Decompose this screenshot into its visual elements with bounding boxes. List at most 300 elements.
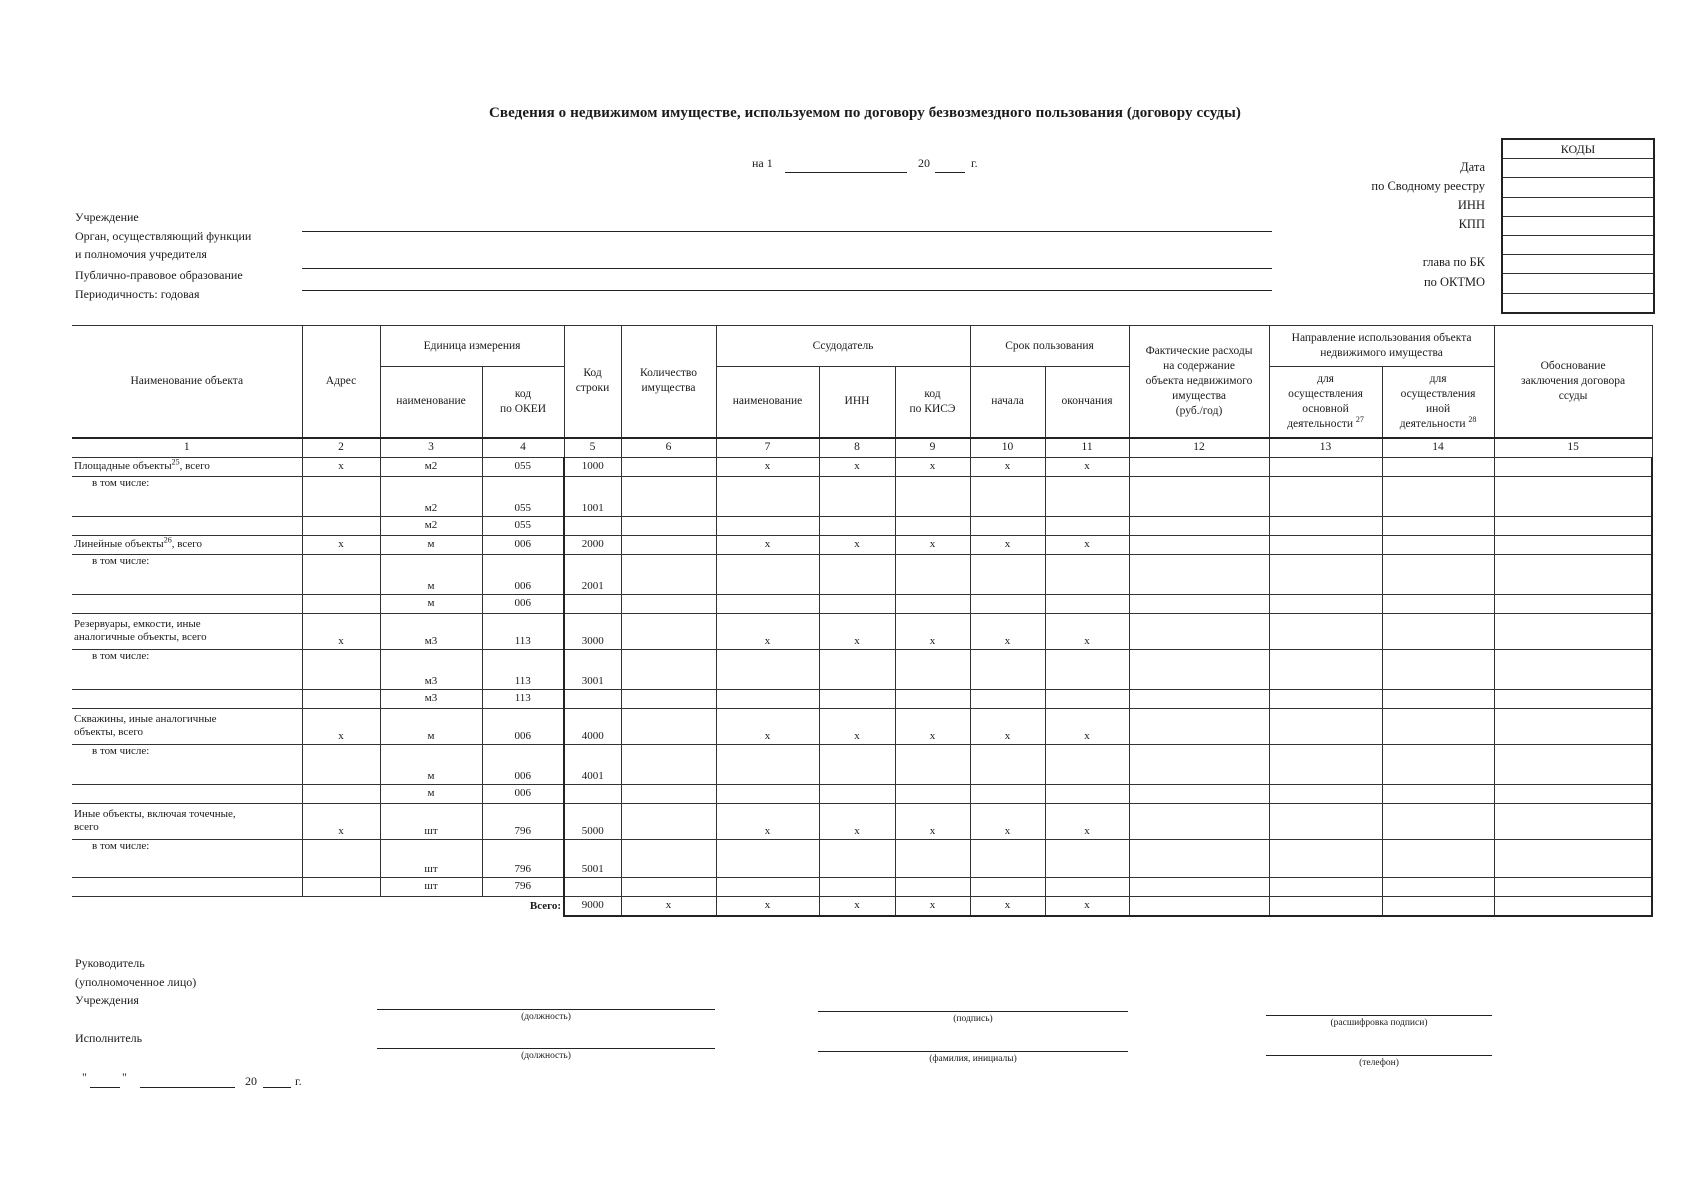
- header-term-start: начала: [970, 367, 1045, 438]
- table-cell[interactable]: [302, 516, 380, 535]
- table-cell[interactable]: [1494, 803, 1652, 839]
- table-cell: м3: [380, 649, 482, 689]
- table-cell: x: [302, 708, 380, 744]
- table-cell: в том числе:: [72, 839, 302, 877]
- table-cell[interactable]: [895, 554, 970, 594]
- table-cell: [72, 896, 302, 916]
- table-cell[interactable]: [621, 594, 716, 613]
- table-cell[interactable]: [1494, 649, 1652, 689]
- table-cell[interactable]: [1494, 689, 1652, 708]
- table-cell[interactable]: [895, 476, 970, 516]
- object-name-cell: Иные объекты, включая точечные, всего: [72, 803, 302, 839]
- table-row: [72, 476, 1652, 516]
- table-cell[interactable]: [1494, 708, 1652, 744]
- table-cell[interactable]: [970, 594, 1045, 613]
- table-cell[interactable]: [1382, 784, 1494, 803]
- total-label: Всего:: [529, 899, 561, 912]
- table-cell[interactable]: [819, 594, 895, 613]
- table-cell: м: [380, 594, 482, 613]
- table-cell[interactable]: [302, 744, 380, 784]
- table-cell[interactable]: [716, 784, 819, 803]
- table-cell[interactable]: [621, 839, 716, 877]
- table-cell[interactable]: [819, 649, 895, 689]
- table-cell[interactable]: [1494, 476, 1652, 516]
- table-cell: x: [1045, 896, 1129, 916]
- table-row: [72, 649, 1652, 689]
- table-cell[interactable]: [1382, 613, 1494, 649]
- table-cell[interactable]: [716, 689, 819, 708]
- col-num: 7: [716, 438, 819, 458]
- table-cell: 4001: [564, 744, 621, 784]
- col-num: 2: [302, 438, 380, 458]
- table-cell: [72, 594, 302, 613]
- table-cell[interactable]: [716, 744, 819, 784]
- table-row: [72, 744, 1652, 784]
- table-cell: x: [819, 457, 895, 476]
- table-cell[interactable]: [1382, 896, 1494, 916]
- col-num: 9: [895, 438, 970, 458]
- table-cell[interactable]: [564, 689, 621, 708]
- table-cell[interactable]: [716, 476, 819, 516]
- table-cell: [72, 784, 302, 803]
- table-cell[interactable]: [970, 839, 1045, 877]
- table-cell[interactable]: [1129, 613, 1269, 649]
- table-cell: 055: [482, 457, 564, 476]
- founder-label-line1: Орган, осуществляющий функции: [75, 229, 252, 243]
- codes-header: КОДЫ: [1503, 140, 1653, 159]
- table-cell[interactable]: [895, 744, 970, 784]
- founder-field-line[interactable]: [302, 268, 1272, 269]
- table-cell: x: [819, 896, 895, 916]
- table-row: [72, 457, 1652, 476]
- table-cell: x: [970, 896, 1045, 916]
- table-cell[interactable]: [621, 613, 716, 649]
- table-cell[interactable]: [564, 784, 621, 803]
- table-cell: x: [819, 803, 895, 839]
- table-cell[interactable]: [302, 839, 380, 877]
- object-name-cell: Скважины, иные аналогичные объекты, всего: [72, 708, 302, 744]
- table-cell[interactable]: [302, 784, 380, 803]
- table-cell: 006: [482, 535, 564, 554]
- table-cell: x: [302, 803, 380, 839]
- table-cell[interactable]: [819, 554, 895, 594]
- executor-phone-line[interactable]: [1266, 1055, 1492, 1056]
- table-cell[interactable]: [1269, 744, 1382, 784]
- table-cell[interactable]: [1129, 457, 1269, 476]
- table-cell[interactable]: [564, 516, 621, 535]
- table-cell[interactable]: [895, 784, 970, 803]
- table-cell[interactable]: [1269, 613, 1382, 649]
- table-cell[interactable]: [716, 554, 819, 594]
- total-code: 9000: [564, 896, 621, 916]
- table-row: [72, 708, 1652, 744]
- table-cell[interactable]: [1045, 594, 1129, 613]
- table-cell[interactable]: [1382, 516, 1494, 535]
- table-cell[interactable]: [1382, 649, 1494, 689]
- header-term-end: окончания: [1045, 367, 1129, 438]
- table-cell[interactable]: [1494, 896, 1652, 916]
- table-row: [72, 839, 1652, 877]
- table-cell: x: [716, 457, 819, 476]
- table-cell[interactable]: [1269, 649, 1382, 689]
- bottom-date-suffix: г.: [295, 1074, 302, 1088]
- table-cell: 3000: [564, 613, 621, 649]
- date-year-line[interactable]: [935, 172, 965, 173]
- header-object-name: Наименование объекта: [72, 326, 302, 438]
- table-cell[interactable]: [621, 803, 716, 839]
- codes-extra-cell[interactable]: [1503, 294, 1653, 312]
- table-cell: 5001: [564, 839, 621, 877]
- col-num: 3: [380, 438, 482, 458]
- table-cell: 2001: [564, 554, 621, 594]
- table-cell[interactable]: [621, 535, 716, 554]
- table-cell[interactable]: [1129, 689, 1269, 708]
- table-cell[interactable]: [1494, 554, 1652, 594]
- table-cell[interactable]: [1129, 877, 1269, 896]
- head-label-line3: Учреждения: [75, 993, 139, 1007]
- table-cell[interactable]: [1269, 839, 1382, 877]
- table-cell[interactable]: [819, 877, 895, 896]
- table-cell: в том числе:: [72, 649, 302, 689]
- header-lender-inn: ИНН: [819, 367, 895, 438]
- table-cell[interactable]: [970, 649, 1045, 689]
- table-cell[interactable]: [1045, 554, 1129, 594]
- table-cell[interactable]: [819, 784, 895, 803]
- head-label-line1: Руководитель: [75, 956, 145, 970]
- table-cell[interactable]: [819, 476, 895, 516]
- header-unit-code: код по ОКЕИ: [482, 367, 564, 438]
- table-cell[interactable]: [1045, 744, 1129, 784]
- table-cell[interactable]: [621, 708, 716, 744]
- table-cell: 113: [482, 689, 564, 708]
- table-cell: x: [302, 535, 380, 554]
- table-cell[interactable]: [1269, 516, 1382, 535]
- executor-label: Исполнитель: [75, 1031, 143, 1045]
- header-row-code: Код строки: [564, 326, 621, 438]
- table-cell[interactable]: [621, 457, 716, 476]
- table-cell[interactable]: [1494, 457, 1652, 476]
- table-cell[interactable]: [1269, 784, 1382, 803]
- codes-date-cell[interactable]: [1503, 159, 1653, 178]
- codes-date-label: Дата: [1460, 160, 1485, 174]
- table-cell[interactable]: [716, 594, 819, 613]
- table-cell[interactable]: [1494, 613, 1652, 649]
- table-cell[interactable]: [621, 554, 716, 594]
- founder-label-line2: и полномочия учредителя: [75, 247, 207, 261]
- table-cell[interactable]: [302, 649, 380, 689]
- codes-bk-label: глава по БК: [1422, 255, 1485, 269]
- table-cell: м: [380, 535, 482, 554]
- table-cell: x: [819, 708, 895, 744]
- codes-kpp-cell[interactable]: [1503, 217, 1653, 236]
- table-cell[interactable]: [1382, 689, 1494, 708]
- table-cell[interactable]: [1494, 784, 1652, 803]
- property-table: [72, 325, 1653, 917]
- table-cell[interactable]: [1045, 476, 1129, 516]
- executor-phone-caption: (телефон): [1359, 1058, 1399, 1068]
- table-cell[interactable]: [970, 784, 1045, 803]
- header-lender-kisc: код по КИСЭ: [895, 367, 970, 438]
- table-cell[interactable]: [1045, 689, 1129, 708]
- institution-field-line[interactable]: [302, 231, 1272, 232]
- date-prefix: на 1: [752, 156, 773, 170]
- table-cell: x: [895, 803, 970, 839]
- table-cell: м: [380, 744, 482, 784]
- table-cell[interactable]: [895, 649, 970, 689]
- table-cell[interactable]: [302, 594, 380, 613]
- table-cell[interactable]: [1494, 877, 1652, 896]
- table-cell[interactable]: [895, 689, 970, 708]
- table-cell: 006: [482, 708, 564, 744]
- table-cell[interactable]: [621, 689, 716, 708]
- bottom-date-year: 20: [245, 1074, 257, 1088]
- col-num: 12: [1129, 438, 1269, 458]
- table-cell[interactable]: [621, 649, 716, 689]
- table-cell[interactable]: [716, 877, 819, 896]
- col-num: 8: [819, 438, 895, 458]
- table-cell[interactable]: [1129, 708, 1269, 744]
- table-cell: 113: [482, 613, 564, 649]
- table-cell[interactable]: [1129, 554, 1269, 594]
- table-cell[interactable]: [1129, 896, 1269, 916]
- table-cell[interactable]: [1382, 839, 1494, 877]
- object-name-cell: Резервуары, емкости, иные аналогичные объекты, всего: [72, 613, 302, 649]
- table-cell[interactable]: [1129, 839, 1269, 877]
- table-cell[interactable]: [1269, 554, 1382, 594]
- table-row: [72, 784, 1652, 803]
- table-cell[interactable]: [895, 877, 970, 896]
- col-num: 13: [1269, 438, 1382, 458]
- table-cell[interactable]: [970, 476, 1045, 516]
- table-cell: x: [895, 613, 970, 649]
- table-cell[interactable]: [621, 516, 716, 535]
- table-cell: x: [970, 803, 1045, 839]
- table-cell[interactable]: [1494, 839, 1652, 877]
- head-decode-caption: (расшифровка подписи): [1330, 1018, 1428, 1028]
- table-row: [72, 877, 1652, 896]
- column-numbers-row: [72, 438, 1652, 458]
- table-cell: 5000: [564, 803, 621, 839]
- table-cell[interactable]: [1269, 708, 1382, 744]
- bottom-date-day-line[interactable]: [90, 1087, 120, 1088]
- table-cell[interactable]: [1045, 784, 1129, 803]
- table-cell: 796: [482, 839, 564, 877]
- table-cell[interactable]: [819, 744, 895, 784]
- total-row: [72, 896, 1652, 916]
- table-cell: 2000: [564, 535, 621, 554]
- col-num: 15: [1494, 438, 1652, 458]
- table-cell[interactable]: [895, 594, 970, 613]
- codes-oktmo-label: по ОКТМО: [1423, 275, 1485, 289]
- table-cell[interactable]: [895, 516, 970, 535]
- table-cell[interactable]: [564, 594, 621, 613]
- head-signature-line[interactable]: [818, 1011, 1128, 1012]
- table-cell[interactable]: [1382, 803, 1494, 839]
- codes-bk-cell[interactable]: [1503, 255, 1653, 274]
- table-cell: м3: [380, 613, 482, 649]
- table-cell: x: [1045, 613, 1129, 649]
- table-cell[interactable]: [716, 516, 819, 535]
- codes-oktmo-cell[interactable]: [1503, 274, 1653, 293]
- head-position-line[interactable]: [377, 1009, 715, 1010]
- table-cell[interactable]: [1382, 744, 1494, 784]
- table-cell[interactable]: [1382, 708, 1494, 744]
- table-cell: x: [895, 457, 970, 476]
- table-row: [72, 535, 1652, 554]
- institution-label: Учреждение: [75, 210, 139, 224]
- table-cell[interactable]: [1494, 535, 1652, 554]
- table-cell[interactable]: [1494, 594, 1652, 613]
- bottom-date-year-line[interactable]: [263, 1087, 291, 1088]
- table-cell[interactable]: [1269, 476, 1382, 516]
- table-cell: x: [970, 457, 1045, 476]
- table-cell: x: [819, 535, 895, 554]
- table-cell[interactable]: [1129, 803, 1269, 839]
- table-cell[interactable]: [1494, 744, 1652, 784]
- table-cell[interactable]: [302, 476, 380, 516]
- table-cell: 4000: [564, 708, 621, 744]
- table-cell: x: [970, 535, 1045, 554]
- table-cell: x: [716, 896, 819, 916]
- table-cell[interactable]: [1129, 744, 1269, 784]
- table-cell[interactable]: [564, 877, 621, 896]
- table-row: [72, 803, 1652, 839]
- table-cell: в том числе:: [72, 476, 302, 516]
- table-cell: в том числе:: [72, 744, 302, 784]
- head-decode-line[interactable]: [1266, 1015, 1492, 1016]
- table-cell: 113: [482, 649, 564, 689]
- table-cell[interactable]: [1129, 535, 1269, 554]
- table-cell: x: [716, 613, 819, 649]
- col-num: 10: [970, 438, 1045, 458]
- table-cell[interactable]: [1129, 594, 1269, 613]
- table-cell[interactable]: [1269, 896, 1382, 916]
- table-cell[interactable]: [1129, 649, 1269, 689]
- codes-kpp-label: КПП: [1458, 217, 1485, 231]
- table-cell: [72, 689, 302, 708]
- header-unit-group: Единица измерения: [380, 326, 564, 367]
- table-cell[interactable]: [1382, 554, 1494, 594]
- table-cell[interactable]: [1382, 877, 1494, 896]
- table-cell: 006: [482, 744, 564, 784]
- table-cell: м2: [380, 476, 482, 516]
- table-cell: 796: [482, 803, 564, 839]
- codes-inn-cell[interactable]: [1503, 198, 1653, 217]
- col-num: 6: [621, 438, 716, 458]
- table-cell[interactable]: [1269, 803, 1382, 839]
- date-day-month-line[interactable]: [785, 172, 907, 173]
- table-cell[interactable]: [1269, 877, 1382, 896]
- table-cell[interactable]: [1382, 457, 1494, 476]
- col-num: 4: [482, 438, 564, 458]
- table-cell[interactable]: [1129, 476, 1269, 516]
- table-cell: x: [895, 535, 970, 554]
- table-cell[interactable]: [970, 516, 1045, 535]
- table-row: [72, 594, 1652, 613]
- codes-registry-cell[interactable]: [1503, 178, 1653, 197]
- header-lender-name: наименование: [716, 367, 819, 438]
- table-cell[interactable]: [621, 476, 716, 516]
- codes-empty-cell[interactable]: [1503, 236, 1653, 255]
- table-cell[interactable]: [819, 839, 895, 877]
- header-direction-other: для осуществления иной деятельности $^{28}$: [1382, 367, 1494, 438]
- table-cell: x: [819, 613, 895, 649]
- table-cell: x: [970, 613, 1045, 649]
- table-cell: 3001: [564, 649, 621, 689]
- header-basis: Обоснование заключения договора ссуды: [1494, 326, 1652, 438]
- table-cell: x: [895, 708, 970, 744]
- municipality-label: Публично-правовое образование: [75, 268, 243, 282]
- table-cell[interactable]: [1269, 594, 1382, 613]
- col-num: 5: [564, 438, 621, 458]
- table-cell[interactable]: [819, 689, 895, 708]
- table-cell[interactable]: [1129, 516, 1269, 535]
- table-cell: м: [380, 784, 482, 803]
- table-cell[interactable]: [621, 877, 716, 896]
- table-cell[interactable]: [1382, 594, 1494, 613]
- table-cell: 796: [482, 877, 564, 896]
- header-quantity: Количество имущества: [621, 326, 716, 438]
- municipality-field-line[interactable]: [302, 290, 1272, 291]
- table-cell: 055: [482, 476, 564, 516]
- head-position-caption: (должность): [521, 1012, 571, 1022]
- table-cell[interactable]: [819, 516, 895, 535]
- table-cell[interactable]: [1382, 535, 1494, 554]
- bottom-date-month-line[interactable]: [140, 1087, 235, 1088]
- table-cell[interactable]: [716, 839, 819, 877]
- table-cell[interactable]: [716, 649, 819, 689]
- codes-box: [1501, 138, 1655, 314]
- table-cell: в том числе:: [72, 554, 302, 594]
- table-cell[interactable]: [1494, 516, 1652, 535]
- table-cell[interactable]: [1129, 784, 1269, 803]
- bottom-date-quote-open: ": [82, 1070, 87, 1084]
- table-cell[interactable]: [621, 744, 716, 784]
- table-cell[interactable]: [1045, 516, 1129, 535]
- table-cell: [302, 896, 380, 916]
- executor-position-caption: (должность): [521, 1051, 571, 1061]
- table-cell[interactable]: [1269, 535, 1382, 554]
- header-direction-group: Направление использования объекта недвижимого имущества: [1269, 326, 1494, 367]
- table-cell[interactable]: [302, 877, 380, 896]
- table-cell[interactable]: [1269, 457, 1382, 476]
- table-cell: м2: [380, 516, 482, 535]
- table-row: [72, 554, 1652, 594]
- executor-position-line[interactable]: [377, 1048, 715, 1049]
- header-expenses: Фактические расходы на содержание объекта недвижимого имущества (руб./год): [1129, 326, 1269, 438]
- header-address: Адрес: [302, 326, 380, 438]
- executor-name-caption: (фамилия, инициалы): [929, 1054, 1017, 1064]
- table-cell[interactable]: [1045, 839, 1129, 877]
- table-cell[interactable]: [895, 839, 970, 877]
- table-cell[interactable]: [970, 689, 1045, 708]
- table-cell[interactable]: [302, 554, 380, 594]
- table-cell[interactable]: [1269, 689, 1382, 708]
- table-cell: x: [716, 535, 819, 554]
- table-cell[interactable]: [302, 689, 380, 708]
- table-cell[interactable]: [970, 554, 1045, 594]
- table-cell[interactable]: [970, 877, 1045, 896]
- head-signature-caption: (подпись): [953, 1014, 993, 1024]
- table-cell: x: [302, 613, 380, 649]
- table-cell[interactable]: [1382, 476, 1494, 516]
- table-cell[interactable]: [621, 784, 716, 803]
- table-cell[interactable]: [970, 744, 1045, 784]
- table-cell[interactable]: [1045, 877, 1129, 896]
- table-cell[interactable]: [1045, 649, 1129, 689]
- executor-name-line[interactable]: [818, 1051, 1128, 1052]
- header-direction-main: для осуществления основной деятельности $^{27}$: [1269, 367, 1382, 438]
